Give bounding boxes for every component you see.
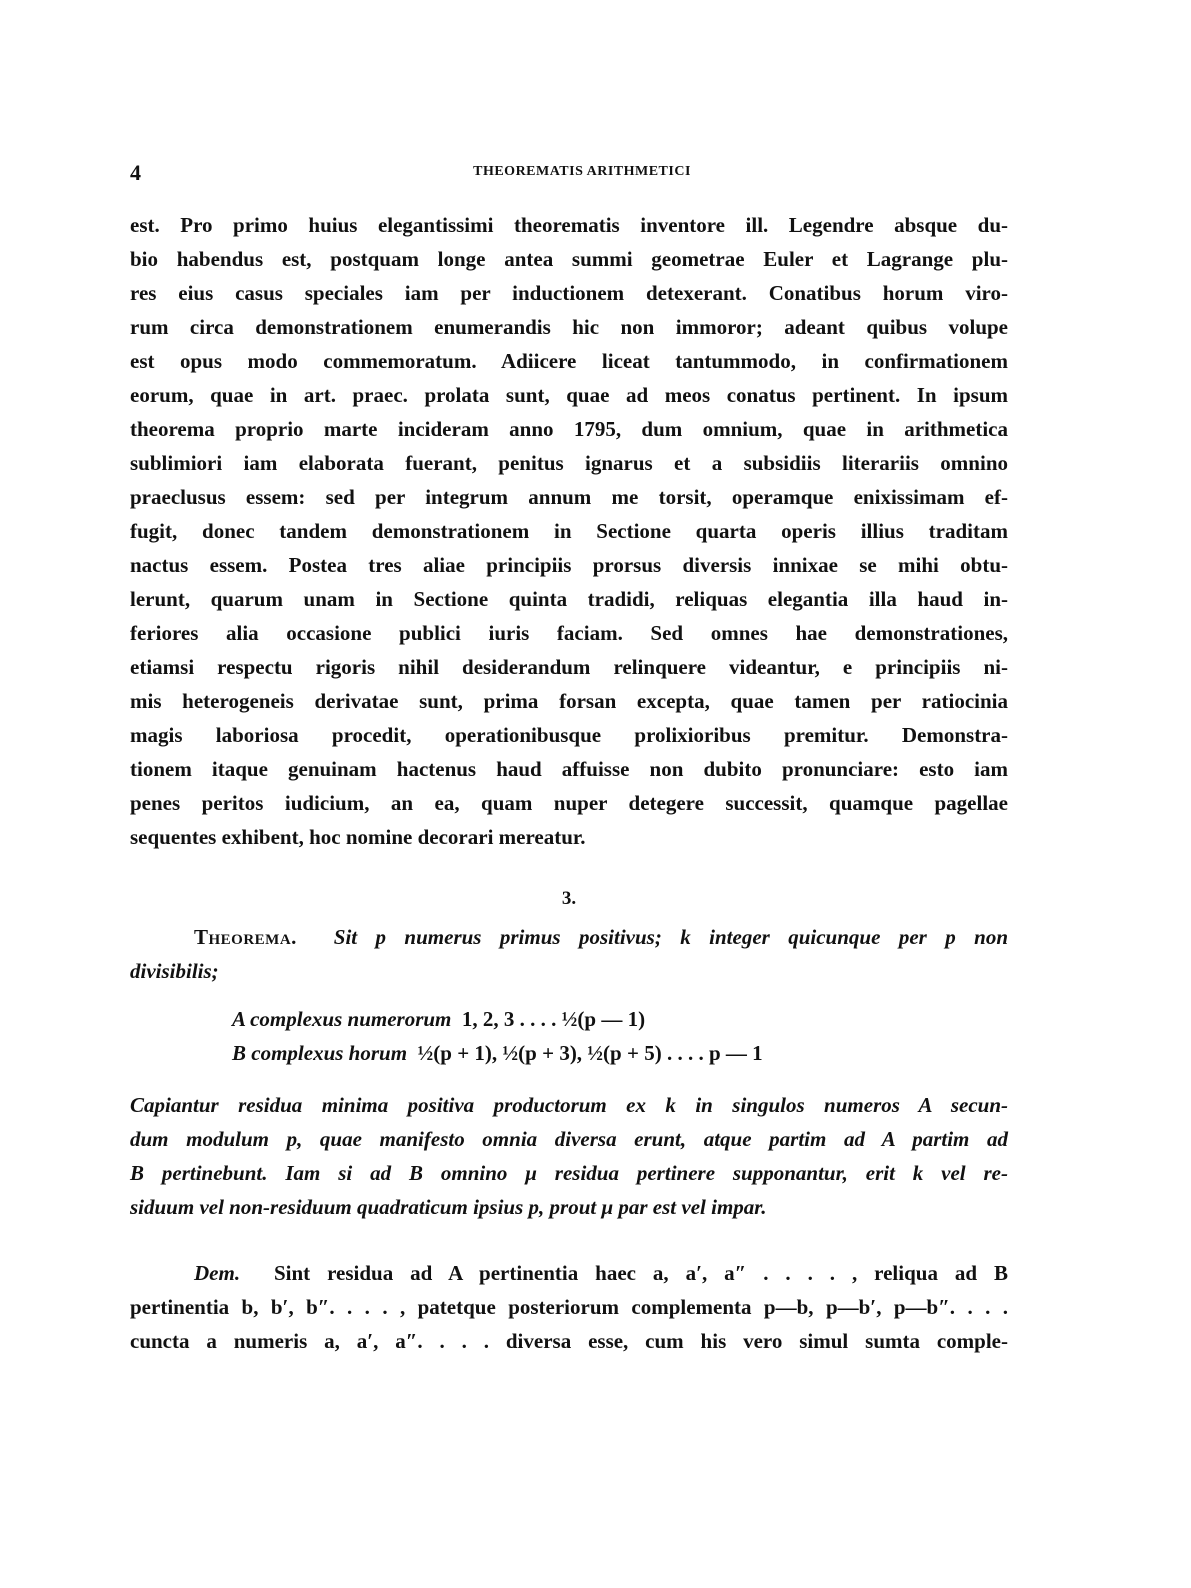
- text-line: lerunt, quarum unam in Sectione quinta tradidi, reliquas elegantia illa haud in-: [130, 587, 1008, 611]
- theorem-line: siduum vel non-residuum quadraticum ipsius p, prout μ par est vel impar.: [130, 1195, 767, 1219]
- text-line: rum circa demonstrationem enumerandis hic non immoror; adeant quibus volupe: [130, 315, 1008, 339]
- paragraph-1: [130, 208, 1008, 854]
- text-line: est. Pro primo huius elegantissimi theorematis inventore ill. Legendre absque du-: [130, 213, 1008, 237]
- formula-a: [232, 1002, 645, 1036]
- text-line: praeclusus essem: sed per integrum annum me torsit, operamque enixissimam ef-: [130, 485, 1008, 509]
- text-line: nactus essem. Postea tres aliae principiis prorsus diversis innixae se mihi obtu-: [130, 553, 1008, 577]
- text-line: sublimiori iam elaborata fuerant, penitus ignarus et a subsidiis literariis omnino: [130, 451, 1008, 475]
- text-line: penes peritos iudicium, an ea, quam nuper detegere successit, quamque pagellae: [130, 791, 1008, 815]
- text-line: magis laboriosa procedit, operationibusque prolixioribus premitur. Demonstra-: [130, 723, 1008, 747]
- theorem-line: Capiantur residua minima positiva productorum ex k in singulos numeros A secun-: [130, 1093, 1008, 1117]
- formula-b-value: ½(p + 1), ½(p + 3), ½(p + 5) . . . . p — 1: [417, 1041, 763, 1065]
- text-line: bio habendus est, postquam longe antea summi geometrae Euler et Lagrange plu-: [130, 247, 1008, 271]
- text-line: eorum, quae in art. praec. prolata sunt, quae ad meos conatus pertinent. In ipsum: [130, 383, 1008, 407]
- demo-line: cuncta a numeris a, a′, a″. . . . diversa esse, cum his vero simul sumta comple-: [130, 1329, 1008, 1353]
- theorem-continuation: [130, 1088, 1008, 1224]
- theorem-statement: [130, 920, 1008, 988]
- demo-label: Dem.: [194, 1261, 241, 1285]
- demo-line: pertinentia b, b′, b″. . . . , patetque posteriorum complementa p—b, p—b′, p—b″. . . .: [130, 1295, 1008, 1319]
- theorem-line: divisibilis;: [130, 959, 219, 983]
- text-line: fugit, donec tandem demonstrationem in Sectione quarta operis illius traditam: [130, 519, 1008, 543]
- theorem-line: [130, 920, 1008, 954]
- running-title: THEOREMATIS ARITHMETICI: [473, 164, 691, 179]
- demonstration: [130, 1256, 1008, 1358]
- demo-line: [130, 1256, 1008, 1290]
- text-line: feriores alia occasione publici iuris faciam. Sed omnes hae demonstrationes,: [130, 621, 1008, 645]
- theorem-line: dum modulum p, quae manifesto omnia diversa erunt, atque partim ad A partim ad: [130, 1127, 1008, 1151]
- text-line: sequentes exhibent, hoc nomine decorari mereatur.: [130, 825, 586, 849]
- page-number: 4: [130, 160, 141, 185]
- formula-b: [232, 1036, 763, 1070]
- section-number: 3.: [561, 888, 577, 909]
- text-line: mis heterogeneis derivatae sunt, prima forsan excepta, quae tamen per ratiocinia: [130, 689, 1008, 713]
- running-head: [130, 160, 1010, 190]
- text-line: est opus modo commemoratum. Adiicere liceat tantummodo, in confirmationem: [130, 349, 1008, 373]
- theorem-text: Sit p numerus primus positivus; k integer quicunque per p non: [333, 925, 1008, 949]
- text-line: etiamsi respectu rigoris nihil desiderandum relinquere videantur, e principiis ni-: [130, 655, 1008, 679]
- text-line: theorema proprio marte incideram anno 1795, dum omnium, quae in arithmetica: [130, 417, 1008, 441]
- theorem-line: B pertinebunt. Iam si ad B omnino μ residua pertinere supponantur, erit k vel re-: [130, 1161, 1008, 1185]
- formula-a-value: 1, 2, 3 . . . . ½(p — 1): [461, 1007, 646, 1031]
- text-line: tionem itaque genuinam hactenus haud affuisse non dubito pronunciare: esto iam: [130, 757, 1008, 781]
- theorem-label: Theorema.: [194, 925, 297, 949]
- formula-a-label: A complexus numerorum: [232, 1007, 452, 1031]
- formula-b-label: B complexus horum: [232, 1041, 408, 1065]
- demo-text: Sint residua ad A pertinentia haec a, a′, a″ . . . . , reliqua ad B: [273, 1261, 1008, 1285]
- text-line: res eius casus speciales iam per inductionem detexerant. Conatibus horum viro-: [130, 281, 1008, 305]
